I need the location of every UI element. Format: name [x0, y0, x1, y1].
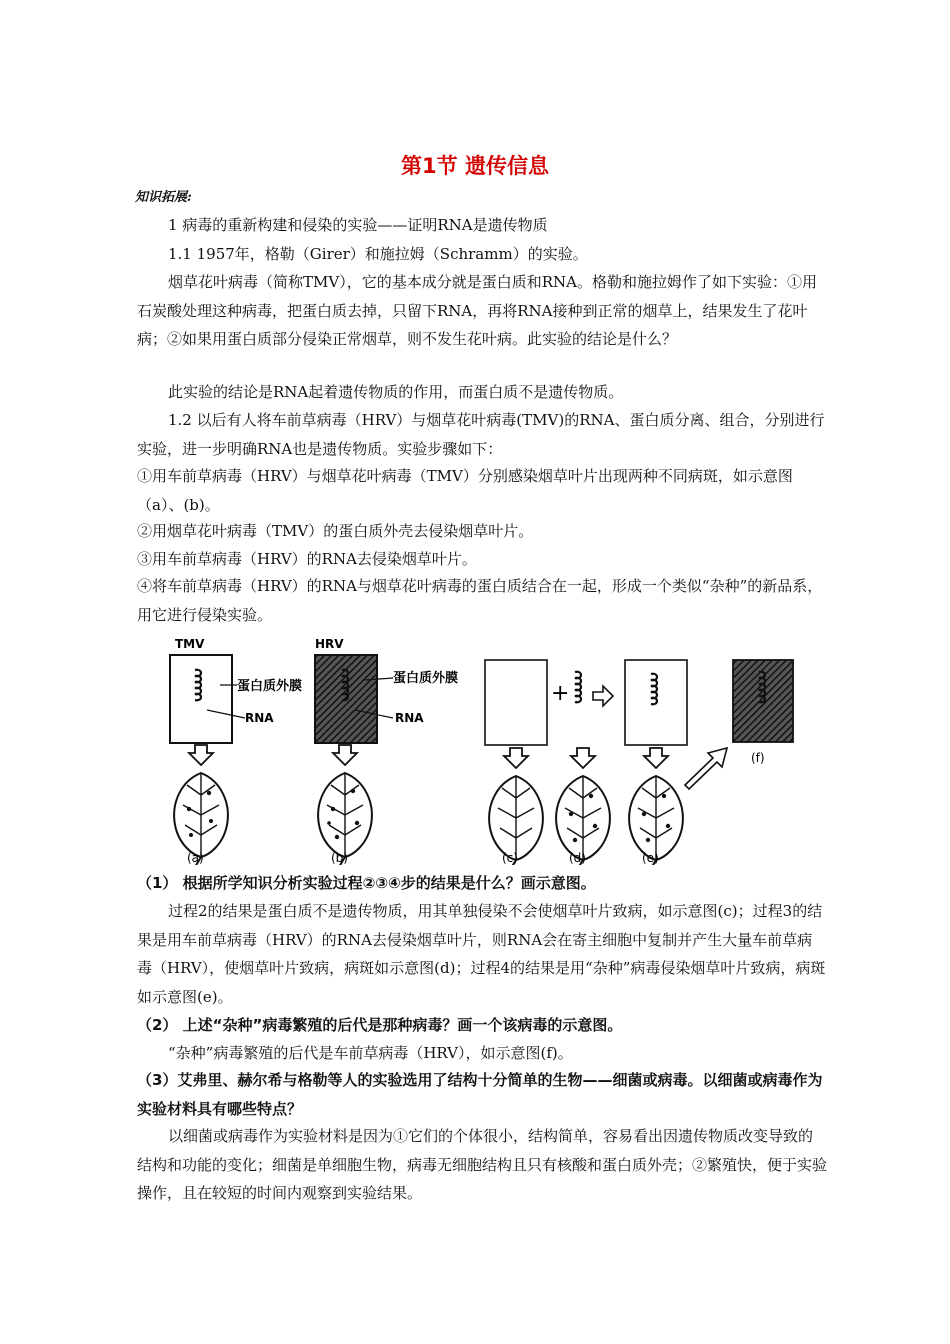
step-1: ①用车前草病毒（HRV）与烟草花叶病毒（TMV）分别感染烟草叶片出现两种不同病斑，如示意图（a）、(b)。 — [137, 467, 793, 514]
tmv-label: TMV — [175, 637, 205, 651]
paragraph-5: 1.2 以后有人将车前草病毒（HRV）与烟草花叶病毒(TMV)的RNA、蛋白质分离、组合，分别进行实验，进一步明确RNA也是遗传物质。实验步骤如下： — [137, 411, 825, 458]
tmv-protein-coat-box — [485, 660, 547, 745]
down-arrow-d-icon — [571, 748, 595, 768]
protein-coat-label-a: 蛋白质外膜 — [237, 679, 303, 694]
caption-b: (b) — [331, 851, 348, 865]
hrv-free-rna-coil — [575, 672, 581, 703]
caption-a: (a) — [187, 851, 204, 865]
virus-experiment-figure — [165, 630, 815, 865]
plus-sign: + — [551, 681, 570, 706]
answer-1: 过程2的结果是蛋白质不是遗传物质，用其单独侵染不会使烟草叶片致病，如示意图(c)；过程3的结果是用车前草病毒（HRV）的RNA去侵染烟草叶片，则RNA会在寄主细胞中复制并产生大量车前草病毒（HRV），使烟草叶片致病，病斑如示意图(d)；过程4的结果是用“杂种”病毒侵染烟草叶片致病，病斑如示意图(e)。 — [137, 902, 826, 1006]
caption-c: (c) — [502, 851, 518, 865]
answer-3: 以细菌或病毒作为实验材料是因为①它们的个体很小，结构简单，容易看出因遗传物质改变导致的结构和功能的变化；细菌是单细胞生物，病毒无细胞结构且只有核酸和蛋白质外壳；②繁殖快，便于实验操作，且在较短的时间内观察到实验结果。 — [137, 1127, 828, 1202]
down-arrow-e-icon — [644, 748, 668, 768]
down-arrow-c-icon — [504, 748, 528, 768]
rna-label-b: RNA — [395, 711, 424, 725]
down-arrow-a-icon — [189, 745, 213, 765]
hrv-label: HRV — [315, 637, 344, 651]
down-arrow-b-icon — [333, 745, 357, 765]
question-1: （1） 根据所学知识分析实验过程②③④步的结果是什么？画示意图。 — [137, 874, 596, 892]
page-title: 第1节 遗传信息 — [401, 154, 549, 178]
paragraph-2: 1.1 1957年，格勒（Girer）和施拉姆（Schramm）的实验。 — [168, 245, 588, 263]
right-arrow-icon — [593, 686, 613, 706]
paragraph-3: 烟草花叶病毒（简称TMV），它的基本成分就是蛋白质和RNA。格勒和施拉姆作了如下实验：①用石炭酸处理这种病毒，把蛋白质去掉，只留下RNA，再将RNA接种到正常的烟草上，结果发生了花叶病；②如果用蛋白质部分侵染正常烟草，则不发生花叶病。此实验的结论是什么？ — [137, 273, 817, 348]
caption-e: (e) — [642, 851, 659, 865]
section-label: 知识拓展: — [135, 190, 192, 205]
diagonal-arrow-icon — [685, 748, 727, 789]
question-3: （3）艾弗里、赫尔希与格勒等人的实验选用了结构十分简单的生物——细菌或病毒。以细菌或病毒作为实验材料具有哪些特点？ — [137, 1071, 823, 1118]
step-2: ②用烟草花叶病毒（TMV）的蛋白质外壳去侵染烟草叶片。 — [137, 522, 534, 540]
caption-f: (f) — [751, 751, 765, 765]
answer-2: “杂种”病毒繁殖的后代是车前草病毒（HRV），如示意图(f)。 — [168, 1044, 573, 1062]
paragraph-1: 1 病毒的重新构建和侵染的实验——证明RNA是遗传物质 — [168, 216, 548, 234]
paragraph-4: 此实验的结论是RNA起着遗传物质的作用，而蛋白质不是遗传物质。 — [168, 383, 624, 401]
caption-d: (d) — [569, 851, 586, 865]
protein-coat-label-b: 蛋白质外膜 — [393, 671, 459, 686]
rna-label-a: RNA — [245, 711, 274, 725]
step-3: ③用车前草病毒（HRV）的RNA去侵染烟草叶片。 — [137, 550, 477, 568]
step-4: ④将车前草病毒（HRV）的RNA与烟草花叶病毒的蛋白质结合在一起，形成一个类似“杂种”的新品系，用它进行侵染实验。 — [137, 577, 823, 624]
question-2: （2） 上述“杂种”病毒繁殖的后代是那种病毒？画一个该病毒的示意图。 — [137, 1016, 623, 1034]
